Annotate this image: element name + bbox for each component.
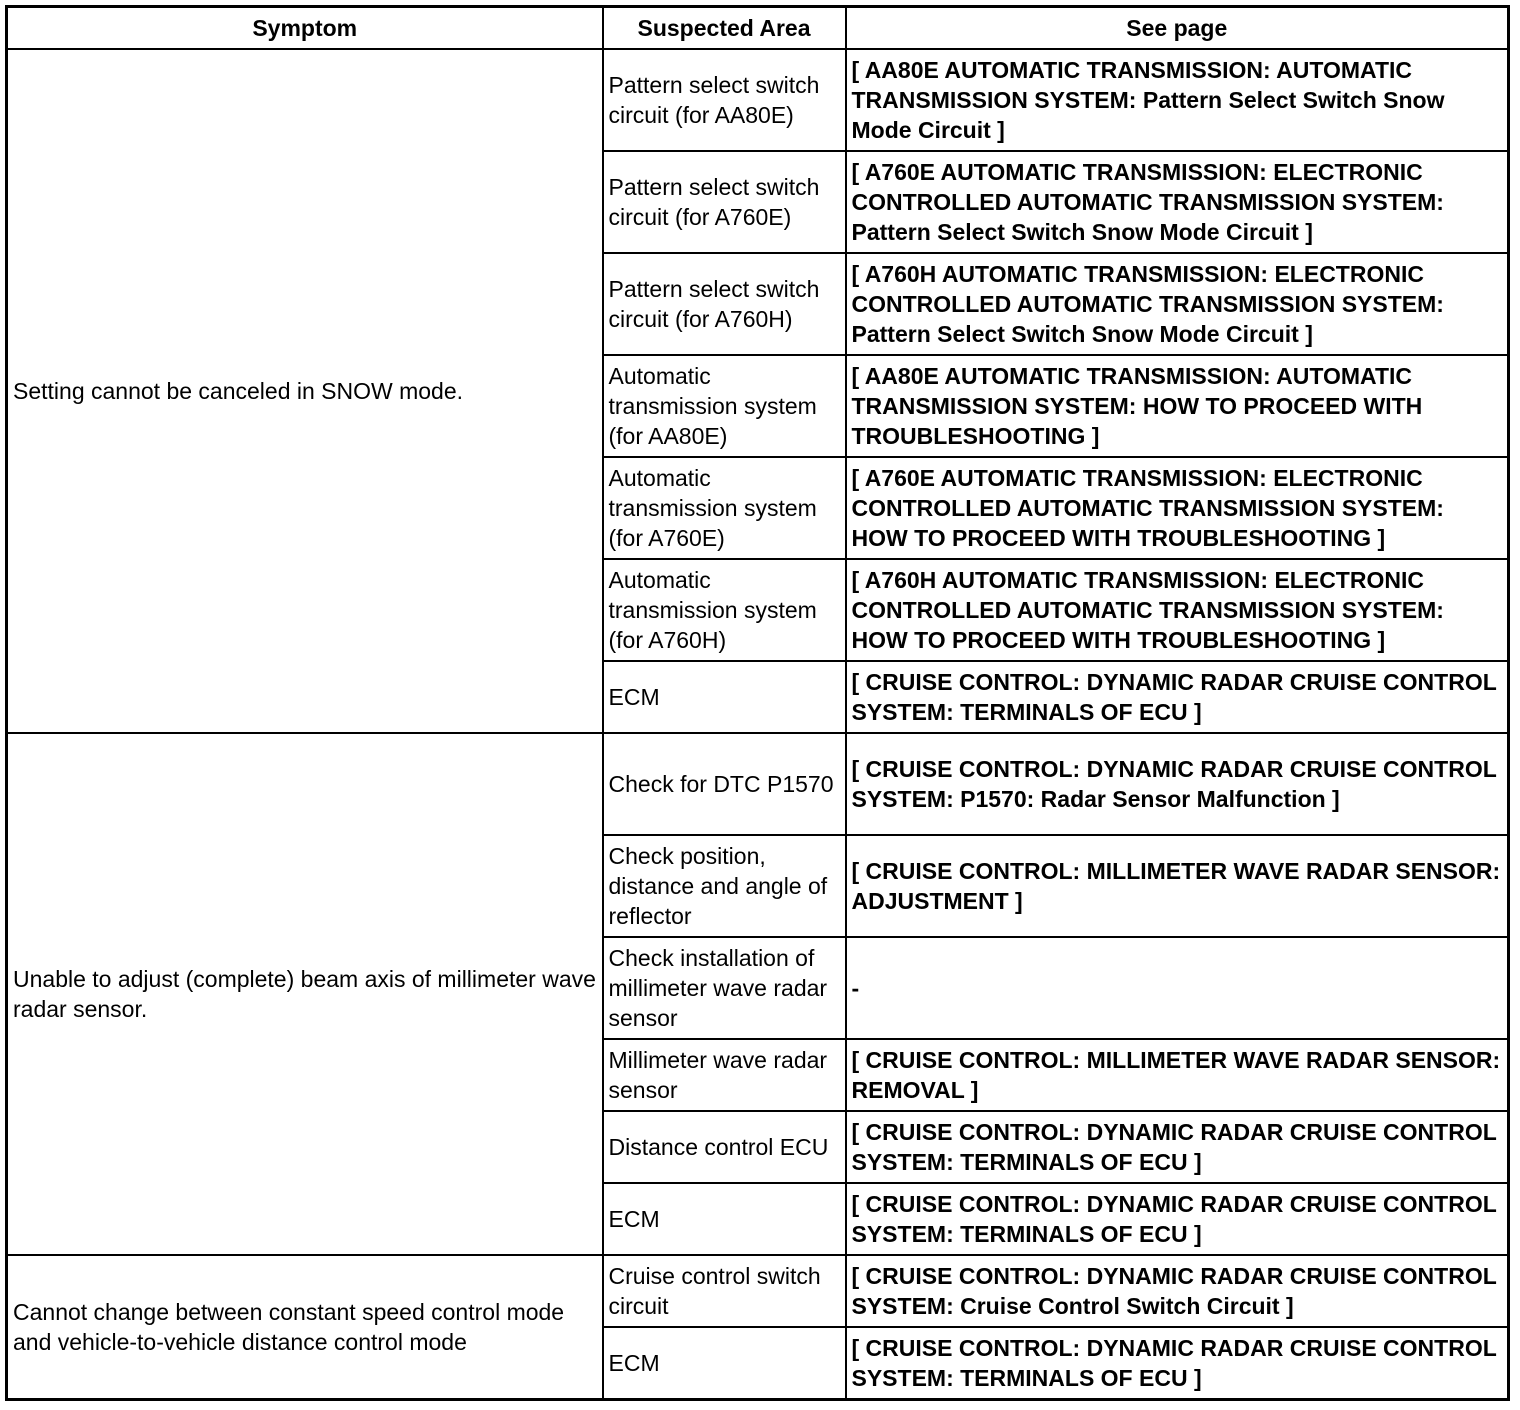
see-page-cell: [ CRUISE CONTROL: DYNAMIC RADAR CRUISE CONTROL SYSTEM: TERMINALS OF ECU ] bbox=[846, 661, 1509, 733]
see-page-cell: [ A760H AUTOMATIC TRANSMISSION: ELECTRONIC CONTROLLED AUTOMATIC TRANSMISSION SYSTEM: Pattern Select Switch Snow Mode Circuit ] bbox=[846, 253, 1509, 355]
see-page-cell: [ CRUISE CONTROL: MILLIMETER WAVE RADAR SENSOR: ADJUSTMENT ] bbox=[846, 835, 1509, 937]
see-page-cell: - bbox=[846, 937, 1509, 1039]
see-page-cell: [ CRUISE CONTROL: DYNAMIC RADAR CRUISE CONTROL SYSTEM: TERMINALS OF ECU ] bbox=[846, 1183, 1509, 1255]
suspected-area-cell: Cruise control switch circuit bbox=[603, 1255, 846, 1327]
header-see-page: See page bbox=[846, 7, 1509, 50]
suspected-area-cell: Pattern select switch circuit (for A760H) bbox=[603, 253, 846, 355]
symptom-cell: Unable to adjust (complete) beam axis of millimeter wave radar sensor. bbox=[7, 733, 603, 1255]
see-page-cell: [ A760E AUTOMATIC TRANSMISSION: ELECTRONIC CONTROLLED AUTOMATIC TRANSMISSION SYSTEM: HOW TO PROCEED WITH TROUBLESHOOTING ] bbox=[846, 457, 1509, 559]
see-page-cell: [ CRUISE CONTROL: MILLIMETER WAVE RADAR SENSOR: REMOVAL ] bbox=[846, 1039, 1509, 1111]
see-page-cell: [ CRUISE CONTROL: DYNAMIC RADAR CRUISE CONTROL SYSTEM: Cruise Control Switch Circuit ] bbox=[846, 1255, 1509, 1327]
see-page-cell: [ A760H AUTOMATIC TRANSMISSION: ELECTRONIC CONTROLLED AUTOMATIC TRANSMISSION SYSTEM: HOW TO PROCEED WITH TROUBLESHOOTING ] bbox=[846, 559, 1509, 661]
suspected-area-cell: ECM bbox=[603, 1183, 846, 1255]
suspected-area-cell: Check for DTC P1570 bbox=[603, 733, 846, 835]
see-page-cell: [ CRUISE CONTROL: DYNAMIC RADAR CRUISE CONTROL SYSTEM: P1570: Radar Sensor Malfunction ] bbox=[846, 733, 1509, 835]
see-page-cell: [ CRUISE CONTROL: DYNAMIC RADAR CRUISE CONTROL SYSTEM: TERMINALS OF ECU ] bbox=[846, 1111, 1509, 1183]
see-page-cell: [ AA80E AUTOMATIC TRANSMISSION: AUTOMATIC TRANSMISSION SYSTEM: Pattern Select Switch Snow Mode Circuit ] bbox=[846, 49, 1509, 151]
suspected-area-cell: Pattern select switch circuit (for AA80E) bbox=[603, 49, 846, 151]
see-page-cell: [ A760E AUTOMATIC TRANSMISSION: ELECTRONIC CONTROLLED AUTOMATIC TRANSMISSION SYSTEM: Pattern Select Switch Snow Mode Circuit ] bbox=[846, 151, 1509, 253]
symptom-cell: Setting cannot be canceled in SNOW mode. bbox=[7, 49, 603, 733]
suspected-area-cell: Automatic transmission system (for A760H) bbox=[603, 559, 846, 661]
suspected-area-cell: Automatic transmission system (for A760E) bbox=[603, 457, 846, 559]
suspected-area-cell: Check installation of millimeter wave radar sensor bbox=[603, 937, 846, 1039]
header-symptom: Symptom bbox=[7, 7, 603, 50]
suspected-area-cell: Automatic transmission system (for AA80E) bbox=[603, 355, 846, 457]
suspected-area-cell: ECM bbox=[603, 1327, 846, 1399]
symptom-cell: Cannot change between constant speed control mode and vehicle-to-vehicle distance control mode bbox=[7, 1255, 603, 1399]
table-row bbox=[7, 1255, 1509, 1327]
suspected-area-cell: Check position, distance and angle of reflector bbox=[603, 835, 846, 937]
troubleshooting-table bbox=[5, 5, 1510, 1401]
suspected-area-cell: ECM bbox=[603, 661, 846, 733]
table-row bbox=[7, 49, 1509, 151]
suspected-area-cell: Millimeter wave radar sensor bbox=[603, 1039, 846, 1111]
table-row bbox=[7, 733, 1509, 835]
see-page-cell: [ AA80E AUTOMATIC TRANSMISSION: AUTOMATIC TRANSMISSION SYSTEM: HOW TO PROCEED WITH TROUBLESHOOTING ] bbox=[846, 355, 1509, 457]
header-suspected-area: Suspected Area bbox=[603, 7, 846, 50]
suspected-area-cell: Distance control ECU bbox=[603, 1111, 846, 1183]
header-row bbox=[7, 7, 1509, 50]
suspected-area-cell: Pattern select switch circuit (for A760E) bbox=[603, 151, 846, 253]
see-page-cell: [ CRUISE CONTROL: DYNAMIC RADAR CRUISE CONTROL SYSTEM: TERMINALS OF ECU ] bbox=[846, 1327, 1509, 1399]
